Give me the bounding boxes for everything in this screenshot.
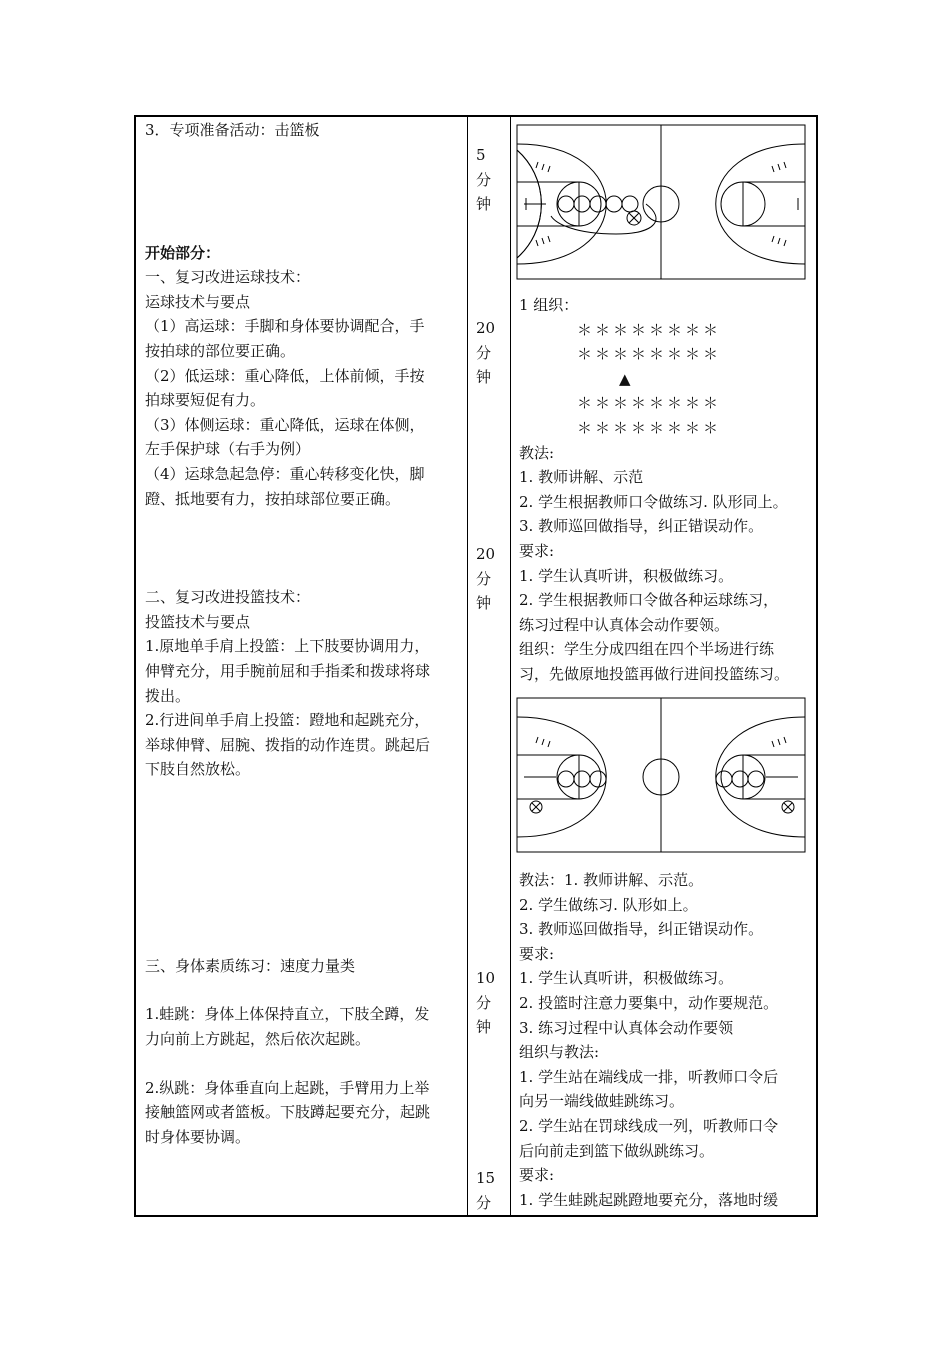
time-unit: 分	[476, 343, 492, 362]
time-value: 20	[476, 319, 496, 337]
part3-p2a: 2.纵跳：身体垂直向上起跳，手臂用力上举	[145, 1078, 430, 1097]
time-unit: 分	[476, 993, 492, 1012]
requirement-2a: 2. 学生根据教师口令做各种运球练习，	[519, 591, 779, 610]
part2-p2b: 举球伸臂、屈腕、拨指的动作连贯。跳起后	[145, 735, 431, 754]
method2-1: 教法：1. 教师讲解、示范。	[519, 871, 704, 889]
court-diagram-shooting	[516, 697, 806, 853]
part1-p1b: 按拍球的部位要正确。	[145, 341, 296, 360]
part2-title: 二、复习改进投篮技术：	[145, 588, 311, 607]
time-20min-a	[476, 316, 502, 390]
organization3-1b: 向另一端线做蛙跳练习。	[519, 1092, 685, 1111]
part1-p2a: （2）低运球：重心降低，上体前倾，手按	[145, 366, 425, 385]
organization-2a: 组织：学生分成四组在四个半场进行练	[519, 640, 775, 659]
time-value: 10	[476, 969, 496, 987]
organization-block-2	[519, 868, 815, 1212]
student-row: ＊＊＊＊＊＊＊＊	[577, 418, 722, 437]
requirement2-3: 3. 练习过程中认真体会动作要领	[519, 1018, 734, 1037]
part1-p1a: （1）高运球：手脚和身体要协调配合，手	[145, 317, 425, 336]
part1-p3b: 左手保护球（右手为例）	[145, 440, 311, 459]
content-column	[145, 118, 465, 1149]
teacher-marker: ▲	[619, 369, 631, 388]
part2-p2c: 下肢自然放松。	[145, 760, 251, 779]
time-unit: 钟	[476, 1018, 492, 1037]
part3-title: 三、身体素质练习：速度力量类	[145, 956, 356, 975]
part1-title: 一、复习改进运球技术：	[145, 268, 311, 287]
part3-p2b: 接触篮网或者篮板。下肢蹲起要充分，起跳	[145, 1103, 431, 1122]
time-10min	[476, 966, 502, 1040]
part2-sub: 投篮技术与要点	[145, 612, 251, 631]
part2-p2a: 2.行进间单手肩上投篮：蹬地和起跳充分，	[145, 711, 430, 730]
organization-block-1	[519, 293, 815, 687]
time-5min	[476, 143, 502, 217]
column-divider-1	[467, 117, 468, 1215]
org1-label: 1 组织：	[519, 296, 579, 314]
time-unit: 分	[476, 170, 492, 189]
requirement-1: 1. 学生认真听讲，积极做练习。	[519, 566, 734, 585]
requirement2-2: 2. 投篮时注意力要集中，动作要规范。	[519, 993, 779, 1012]
student-row: ＊＊＊＊＊＊＊＊	[577, 394, 722, 413]
method-label: 教法:	[519, 443, 555, 462]
method2-3: 3. 教师巡回做指导，纠正错误动作。	[519, 920, 764, 939]
column-divider-2	[510, 117, 511, 1215]
part1-p2b: 拍球要短促有力。	[145, 391, 266, 410]
method-2: 2. 学生根据教师口令做练习. 队形同上。	[519, 492, 788, 511]
item3-text: 3．专项准备活动：击篮板	[145, 121, 320, 139]
time-unit: 分	[476, 569, 492, 588]
part1-p4a: （4）运球急起急停：重心转移变化快，脚	[145, 464, 425, 483]
requirement-label: 要求:	[519, 541, 555, 560]
part3-p2c: 时身体要协调。	[145, 1127, 251, 1146]
organization-2b: 习，先做原地投篮再做行进间投篮练习。	[519, 664, 790, 683]
part1-sub: 运球技术与要点	[145, 292, 251, 311]
method-1: 1. 教师讲解、示范	[519, 468, 644, 487]
time-20min-b	[476, 542, 502, 616]
time-15min	[476, 1166, 502, 1215]
part2-p1c: 拨出。	[145, 686, 191, 705]
time-unit: 钟	[476, 195, 492, 214]
part1-p4b: 蹬、抵地要有力，按拍球部位要正确。	[145, 489, 401, 508]
organization3-label: 组织与教法:	[519, 1043, 600, 1062]
part3-p1a: 1.蛙跳：身体上体保持直立，下肢全蹲，发	[145, 1005, 430, 1024]
requirement2-label: 要求:	[519, 944, 555, 963]
section-heading: 开始部分：	[145, 243, 221, 262]
method2-2: 2. 学生做练习. 队形如上。	[519, 895, 698, 914]
requirement3-label: 要求:	[519, 1166, 555, 1185]
student-row: ＊＊＊＊＊＊＊＊	[577, 345, 722, 364]
part1-p3a: （3）体侧运球：重心降低，运球在体侧，	[145, 415, 425, 434]
part2-p1a: 1.原地单手肩上投篮：上下肢要协调用力，	[145, 637, 430, 656]
part3-p1b: 力向前上方跳起，然后依次起跳。	[145, 1030, 371, 1049]
time-unit: 钟	[476, 594, 492, 613]
method-3: 3. 教师巡回做指导，纠正错误动作。	[519, 517, 764, 536]
time-value: 20	[476, 545, 496, 563]
organization3-1a: 1. 学生站在端线成一排，听教师口令后	[519, 1067, 779, 1086]
time-unit: 钟	[476, 368, 492, 387]
requirement3-1: 1. 学生蛙跳起跳蹬地要充分，落地时缓	[519, 1190, 779, 1209]
requirement2-1: 1. 学生认真听讲，积极做练习。	[519, 969, 734, 988]
organization3-2a: 2. 学生站在罚球线成一列，听教师口令	[519, 1116, 779, 1135]
time-unit: 分	[476, 1193, 492, 1212]
organization3-2b: 后向前走到篮下做纵跳练习。	[519, 1141, 715, 1160]
time-value: 5	[476, 146, 486, 164]
time-value: 15	[476, 1169, 496, 1187]
court-diagram-dribble	[516, 124, 806, 280]
student-row: ＊＊＊＊＊＊＊＊	[577, 320, 722, 339]
requirement-2b: 练习过程中认真体会动作要领。	[519, 615, 730, 634]
part2-p1b: 伸臂充分，用手腕前屈和手指柔和拨球将球	[145, 661, 431, 680]
